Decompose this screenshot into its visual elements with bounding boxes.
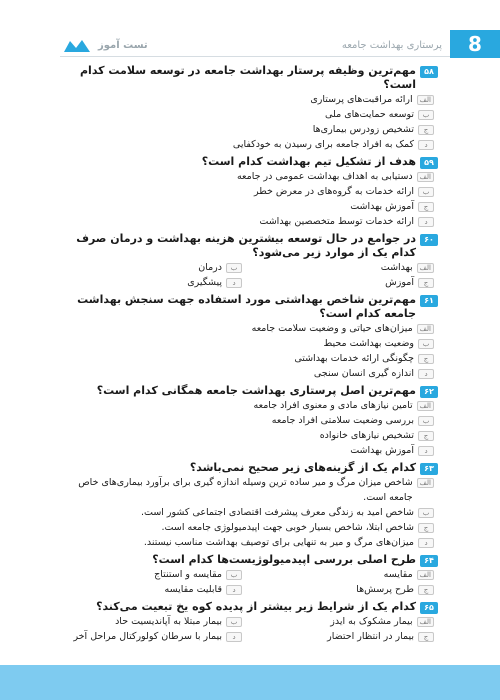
option-text: تامین نیازهای مادی و معنوی افراد جامعه [253,400,413,411]
option[interactable] [62,629,246,644]
question-text: طرح اصلی بررسی اپیدمیولوژیست‌ها کدام است؟ [152,553,416,566]
option[interactable] [62,199,438,214]
option[interactable] [62,567,246,582]
question-number: ۶۰ [420,234,438,246]
footer-band [0,665,500,700]
option-letter: ب [418,416,434,426]
question [62,461,438,550]
question-number: ۵۸ [420,66,438,78]
option-letter: الف [417,95,434,105]
option-text: بیمار در انتظار احتضار [327,631,414,642]
option-letter: ب [418,187,434,197]
option[interactable] [62,535,438,550]
option[interactable] [62,505,438,520]
option-letter: ب [226,263,242,273]
option-letter: د [418,538,434,548]
option-text: آموزش [385,277,414,288]
option[interactable] [62,336,438,351]
option-text: بیمار مشکوک به ایدز [330,616,413,627]
option-letter: ج [418,585,434,595]
question-list [62,64,438,647]
option-letter: الف [417,263,434,273]
question-number: ۶۳ [420,463,438,475]
option-letter: ج [418,125,434,135]
option-text: شاخص امید به زندگی معرف پیشرفت اقتصادی اجتماعی کشور است. [140,507,414,518]
question-text: در جوامع در حال توسعه بیشترین هزینه بهداشت و درمان صرف کدام یک از موارد زیر می‌شود؟ [76,232,416,259]
option-text: بهداشت [380,262,413,273]
option[interactable] [62,443,438,458]
book-title: پرستاری بهداشت جامعه [341,40,442,51]
option-text: بیمار با سرطان کولورکتال مراحل آخر [73,631,222,642]
option[interactable] [254,614,438,629]
option-letter: ب [418,339,434,349]
option-text: درمان [198,262,222,273]
option-letter: ج [418,431,434,441]
question [62,155,438,229]
option-text: وضعیت بهداشت محیط [323,338,414,349]
option[interactable] [62,92,438,107]
brand-logo-icon [62,38,92,54]
option-text: شاخص میزان مرگ و میر ساده ترین وسیله اندازه گیری برای برآورد بیماری‌های خاص جامعه است. [78,477,413,503]
option[interactable] [254,275,438,290]
question-text: مهم‌ترین شاخص بهداشتی مورد استفاده جهت سنجش بهداشت جامعه کدام است؟ [77,293,416,320]
question-number: ۶۱ [420,295,438,307]
option-letter: ج [418,632,434,642]
option[interactable] [62,398,438,413]
option-text: توسعه حمایت‌های ملی [325,109,414,120]
option-letter: د [226,632,242,642]
option[interactable] [62,137,438,152]
options-grid [62,567,438,597]
option-text: دستیابی به اهداف بهداشت عمومی در جامعه [236,171,413,182]
option-letter: د [226,585,242,595]
option[interactable] [62,366,438,381]
option-letter: الف [417,324,434,334]
question-number: ۶۲ [420,386,438,398]
question [62,293,438,381]
option-text: شاخص ابتلا، شاخص بسیار خوبی جهت اپیدمیولوژی جامعه است. [161,522,414,533]
option-letter: ب [226,570,242,580]
option-letter: ج [418,278,434,288]
option-text: طرح پرسش‌ها [356,584,414,595]
option-letter: د [418,369,434,379]
option-letter: الف [417,570,434,580]
question-text: کدام یک از شرایط زیر بیشتر از پدیده کوه یخ تبعیت می‌کند؟ [96,600,416,613]
question-text: مهم‌ترین وظیفه پرستار بهداشت جامعه در توسعه سلامت کدام است؟ [80,64,416,91]
option-letter: ج [418,354,434,364]
option-letter: د [418,446,434,456]
question-number: ۶۴ [420,555,438,567]
option[interactable] [62,582,246,597]
question [62,232,438,290]
brand-name: تست آموز [98,40,148,51]
option-text: مقایسه [383,569,413,580]
option-letter: د [226,278,242,288]
option[interactable] [254,582,438,597]
option-letter: الف [417,172,434,182]
option[interactable] [62,184,438,199]
option-text: آموزش بهداشت [350,201,414,212]
option-letter: الف [417,478,434,488]
option-letter: ج [418,202,434,212]
option[interactable] [254,260,438,275]
option[interactable] [254,629,438,644]
option-text: کمک به افراد جامعه برای رسیدن به خودکفایی [232,139,414,150]
option[interactable] [62,428,438,443]
option-text: ارائه مراقبت‌های پرستاری [310,94,413,105]
question-number: ۵۹ [420,157,438,169]
question-number: ۶۵ [420,602,438,614]
option-letter: د [418,217,434,227]
option[interactable] [62,413,438,428]
page-header [0,0,500,58]
option-letter: د [418,140,434,150]
option-text: اندازه گیری انسان سنجی [313,368,414,379]
question-text: کدام یک از گزینه‌های زیر صحیح نمی‌باشد؟ [189,461,416,474]
question [62,384,438,458]
option-text: چگونگی ارائه خدمات بهداشتی [294,353,414,364]
question [62,64,438,152]
option-text: آموزش بهداشت [350,445,414,456]
option[interactable] [254,567,438,582]
option-text: ارائه خدمات به گروه‌های در معرض خطر [253,186,414,197]
option-letter: ب [418,508,434,518]
option-text: میزان‌های مرگ و میر به تنهایی برای توصیف بهداشت مناسب نیستند. [143,537,414,548]
option[interactable] [62,169,438,184]
option[interactable] [62,520,438,535]
option-text: تشخیص نیازهای خانواده [319,430,414,441]
option[interactable] [62,107,438,122]
option-text: قابلیت مقایسه [164,584,222,595]
header-divider [60,56,450,57]
option[interactable] [62,260,246,275]
options-grid [62,260,438,290]
option[interactable] [62,351,438,366]
option-text: تشخیص زودرس بیماری‌ها [312,124,414,135]
option[interactable] [62,122,438,137]
question-text: هدف از تشکیل تیم بهداشت کدام است؟ [201,155,416,168]
question-text: مهم‌ترین اصل پرستاری بهداشت جامعه همگانی کدام است؟ [96,384,416,397]
option-letter: ج [418,523,434,533]
option-text: میزان‌های حیاتی و وضعیت سلامت جامعه [251,323,413,334]
option-text: بیمار مبتلا به آپاندیسیت حاد [115,616,222,627]
option-text: مقایسه و استنتاج [154,569,222,580]
options-grid [62,614,438,644]
question [62,600,438,644]
option-text: بررسی وضعیت سلامتی افراد جامعه [271,415,414,426]
option[interactable] [62,275,246,290]
option-text: ارائه خدمات توسط متخصصین بهداشت [259,216,414,227]
option[interactable] [62,614,246,629]
option[interactable] [62,475,438,505]
option-letter: ب [226,617,242,627]
option[interactable] [62,321,438,336]
page-number: 8 [450,30,500,58]
option[interactable] [62,214,438,229]
option-letter: الف [417,617,434,627]
option-text: پیشگیری [187,277,222,288]
question [62,553,438,597]
option-letter: ب [418,110,434,120]
option-letter: الف [417,401,434,411]
